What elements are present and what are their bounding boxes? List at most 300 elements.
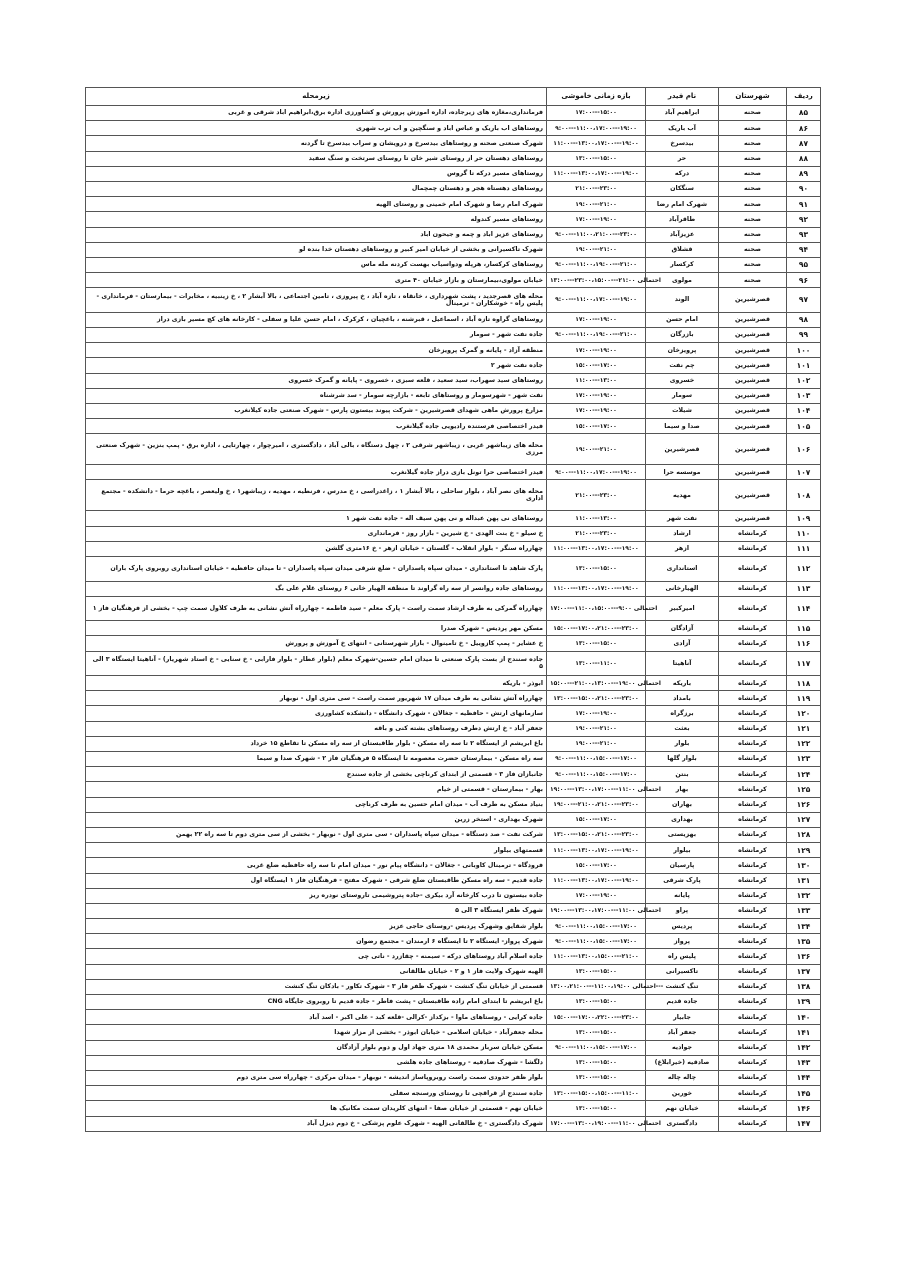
area-cell: روستاهای عزیز اباد و چمه و جیحون اباد bbox=[86, 227, 547, 242]
row-number-cell: ۱۲۶ bbox=[787, 797, 821, 812]
city-cell: صحنه bbox=[719, 212, 787, 227]
area-cell: الهیه شهرک ولایت فاز ۱ و ۲ - خیابان طالقانی bbox=[86, 964, 547, 979]
feeder-cell: چم نفت bbox=[646, 358, 719, 373]
area-cell: چهارراه آتش نشانی به طرف میدان ۱۷ شهریور سمت راست - سی متری اول - نوبهار bbox=[86, 691, 547, 706]
row-number-cell: ۱۰۲ bbox=[787, 373, 821, 388]
feeder-cell: بازرگان bbox=[646, 327, 719, 342]
area-cell: روستاهای دهستان حر از روستای شیر خان تا روستای سرتخت و سنگ سفید bbox=[86, 151, 547, 166]
outage-time-cell: ۹:۰۰---۱۱:۰۰،۱۷:۰۰---۱۹:۰۰ bbox=[547, 465, 646, 480]
feeder-cell: ابراهیم آباد bbox=[646, 106, 719, 121]
city-cell: کرمانشاه bbox=[719, 949, 787, 964]
row-number-cell: ۱۳۱ bbox=[787, 873, 821, 888]
feeder-cell: ازهر bbox=[646, 541, 719, 556]
area-cell: محله های نصر آباد ، بلوار ساحلی ، بالا آبشار ۱ ، زاغدراسی ، خ مدرس ، فرنطیه ، مهدیه ، زیباشهر۱ ، خ ولیعصر ، باغچه حرما - دانشکده - مجتمع اداری bbox=[86, 480, 547, 511]
outage-time-cell: احتمالی ۱۱:۰۰---۱۳:۰۰،۱۷:۰۰---۱۹:۰۰ bbox=[547, 903, 646, 918]
area-cell: جاده نفت شهر ۲ bbox=[86, 358, 547, 373]
row-number-cell: ۱۰۶ bbox=[787, 434, 821, 465]
outage-time-cell: ۱۷:۰۰---۱۵:۰۰ bbox=[547, 106, 646, 121]
feeder-cell: الوند bbox=[646, 288, 719, 313]
outage-time-cell: ۱۱:۰۰---۱۳:۰۰،۱۵:۰۰---۲۱:۰۰ bbox=[547, 949, 646, 964]
area-cell: فرمانداری،مغازه های زیرجاده، اداره اموزش پرورش و کشاورزی اداره برق،ابراهیم اباد شرقی و غربی bbox=[86, 106, 547, 121]
table-row bbox=[86, 136, 821, 151]
area-cell: فیدر اختصاصی فرستنده رادیویی جاده گیلانغرب bbox=[86, 419, 547, 434]
area-cell: خیابان مولوی،بیمارستان و بازار خیابان ۴۰ متری bbox=[86, 273, 547, 288]
table-row bbox=[86, 919, 821, 934]
table-row bbox=[86, 797, 821, 812]
area-cell: جاده نفت شهر - سومار bbox=[86, 327, 547, 342]
row-number-cell: ۱۰۷ bbox=[787, 465, 821, 480]
row-number-cell: ۱۰۵ bbox=[787, 419, 821, 434]
city-cell: قصرشیرین bbox=[719, 465, 787, 480]
row-number-cell: ۹۹ bbox=[787, 327, 821, 342]
area-cell: بلوار شقایق وشهرک پردیس -روستای حاجی عزیز bbox=[86, 919, 547, 934]
outage-time-cell: ۱۱:۰۰---۱۳:۰۰،۱۷:۰۰---۱۹:۰۰ bbox=[547, 136, 646, 151]
city-cell: قصرشیرین bbox=[719, 358, 787, 373]
outage-time-cell: ۱۱:۰۰---۱۳:۰۰،۱۷:۰۰---۱۹:۰۰ bbox=[547, 843, 646, 858]
area-cell: ابوذر - باریکه bbox=[86, 676, 547, 691]
feeder-cell: جوادیه bbox=[646, 1040, 719, 1055]
table-row bbox=[86, 752, 821, 767]
city-cell: کرمانشاه bbox=[719, 934, 787, 949]
table-row bbox=[86, 197, 821, 212]
row-number-cell: ۱۳۷ bbox=[787, 964, 821, 979]
area-cell: روستاهای دهستاه هجر و دهستان چمچمال bbox=[86, 181, 547, 196]
outage-time-cell: احتمالی ۱۹:۰۰---۲۱:۰۰،۱۳:۰۰---۱۵:۰۰ bbox=[547, 676, 646, 691]
table-row bbox=[86, 403, 821, 418]
city-cell: کرمانشاه bbox=[719, 979, 787, 994]
row-number-cell: ۹۴ bbox=[787, 242, 821, 257]
city-cell: کرمانشاه bbox=[719, 995, 787, 1010]
feeder-cell: پردیس bbox=[646, 919, 719, 934]
table-row bbox=[86, 827, 821, 842]
outage-time-cell: ۱۳:۰۰---۱۵:۰۰ bbox=[547, 636, 646, 651]
outage-time-cell: ۹:۰۰---۱۱:۰۰،۱۵:۰۰---۱۷:۰۰ bbox=[547, 1040, 646, 1055]
outage-time-cell: ۱۱:۰۰---۱۳:۰۰ bbox=[547, 373, 646, 388]
table-row bbox=[86, 327, 821, 342]
table-row bbox=[86, 1070, 821, 1085]
outage-time-cell: ۱۳:۰۰---۱۵:۰۰ bbox=[547, 1025, 646, 1040]
feeder-cell: ارشاد bbox=[646, 526, 719, 541]
row-number-cell: ۹۵ bbox=[787, 257, 821, 272]
city-cell: قصرشیرین bbox=[719, 343, 787, 358]
area-cell: خ سیلو - خ بنت الهدی - خ شیرین - بازار روز - فرمانداری bbox=[86, 526, 547, 541]
row-number-cell: ۹۸ bbox=[787, 312, 821, 327]
city-cell: صحنه bbox=[719, 106, 787, 121]
city-cell: کرمانشاه bbox=[719, 1116, 787, 1131]
outage-time-cell: ۹:۰۰---۱۱:۰۰،۱۷:۰۰---۱۹:۰۰ bbox=[547, 288, 646, 313]
outage-time-cell: ۱۹:۰۰---۲۱:۰۰ bbox=[547, 197, 646, 212]
row-number-cell: ۹۱ bbox=[787, 197, 821, 212]
feeder-cell: کرکسار bbox=[646, 257, 719, 272]
area-cell: روستاهای نی پهن عبداله و نی پهن سیف اله - جاده نفت شهر ۱ bbox=[86, 511, 547, 526]
table-row bbox=[86, 373, 821, 388]
outage-time-cell: ۱۳:۰۰---۱۵:۰۰ bbox=[547, 1070, 646, 1085]
table-row bbox=[86, 812, 821, 827]
city-cell: کرمانشاه bbox=[719, 1055, 787, 1070]
row-number-cell: ۹۲ bbox=[787, 212, 821, 227]
feeder-cell: قصرشیرین bbox=[646, 434, 719, 465]
area-cell: روستاهای سید سهراب، سید سعید ، قلعه سبزی ، خسروی - پایانه و گمرک خسروی bbox=[86, 373, 547, 388]
area-cell: محله های زیباشهر غربی ، زیباشهر شرقی ۲ ، چهل دستگاه ، بالی آباد ، دادگستری ، امیرچوار ، چهارتایی ، اداره برق - پمپ بنزین - شهرک صنعتی مرزی bbox=[86, 434, 547, 465]
area-cell: مسکن خیابان سرباز محمدی ۱۸ متری جهاد اول و دوم بلوار آزادگان bbox=[86, 1040, 547, 1055]
table-row bbox=[86, 312, 821, 327]
outage-time-cell: ۱۳:۰۰---۱۵:۰۰،۲۱:۰۰---۲۳:۰۰ bbox=[547, 691, 646, 706]
table-row bbox=[86, 782, 821, 797]
area-cell: روستاهای کرکسار، هرپله ودواسیاب بهست کردنه مله ماس bbox=[86, 257, 547, 272]
outage-time-cell: ۱۹:۰۰---۲۱:۰۰ bbox=[547, 434, 646, 465]
outage-time-cell: ۱۳:۰۰---۱۵:۰۰ bbox=[547, 557, 646, 582]
area-cell: شهرک صنعتی صحنه و روستاهای بیدسرخ و درویشان و سراب بیدسرخ تا گردنه bbox=[86, 136, 547, 151]
city-cell: صحنه bbox=[719, 136, 787, 151]
feeder-cell: بیلوار bbox=[646, 843, 719, 858]
feeder-cell: حر bbox=[646, 151, 719, 166]
area-cell: جانبازان فاز ۳ - قسمتی از ابتدای کرناچی بخشی از جاده سنندج bbox=[86, 767, 547, 782]
header-outage-time: بازه زمانی خاموشی bbox=[547, 88, 646, 106]
city-cell: کرمانشاه bbox=[719, 964, 787, 979]
area-cell: جاده سنندج از بست پارک صنعتی تا میدان امام حسین-شهرک معلم (بلوار عطار - بلوار فارابی - خ سنایی - خ استاد شهریار) - آناهیتا ایستگاه ۳ الی ۵ bbox=[86, 651, 547, 676]
row-number-cell: ۱۱۶ bbox=[787, 636, 821, 651]
row-number-cell: ۹۰ bbox=[787, 181, 821, 196]
row-number-cell: ۱۱۴ bbox=[787, 596, 821, 621]
table-row bbox=[86, 949, 821, 964]
city-cell: صحنه bbox=[719, 273, 787, 288]
outage-time-cell: ۹:۰۰---۱۱:۰۰،۱۵:۰۰---۱۷:۰۰ bbox=[547, 767, 646, 782]
area-cell: سازمانهای ارتش - حافظیه - جغالان - شهرک دانشگاه - دانشکده کشاورزی bbox=[86, 706, 547, 721]
outage-time-cell: ۱۳:۰۰---۱۵:۰۰ bbox=[547, 1101, 646, 1116]
city-cell: قصرشیرین bbox=[719, 419, 787, 434]
outage-time-cell: احتمالی ۲۱:۰۰---۲۳:۰۰،۱۵:۰۰---۱۳:۰۰ bbox=[547, 273, 646, 288]
city-cell: کرمانشاه bbox=[719, 1025, 787, 1040]
feeder-cell: پارسیان bbox=[646, 858, 719, 873]
city-cell: قصرشیرین bbox=[719, 327, 787, 342]
city-cell: صحنه bbox=[719, 197, 787, 212]
row-number-cell: ۱۴۳ bbox=[787, 1055, 821, 1070]
feeder-cell: صادقیه (خیرابلاغ) bbox=[646, 1055, 719, 1070]
row-number-cell: ۱۰۸ bbox=[787, 480, 821, 511]
city-cell: کرمانشاه bbox=[719, 752, 787, 767]
city-cell: کرمانشاه bbox=[719, 651, 787, 676]
area-cell: سه راه مسکن - بیمارستان حضرت معصومه تا ایستگاه ۵ فرهنگیان فاز ۲ - شهرک صدا و سیما bbox=[86, 752, 547, 767]
row-number-cell: ۱۲۳ bbox=[787, 752, 821, 767]
feeder-cell: بهاران bbox=[646, 797, 719, 812]
header-area: زیرمحله bbox=[86, 88, 547, 106]
outage-time-cell: ۱۳:۰۰---۱۵:۰۰ bbox=[547, 151, 646, 166]
city-cell: صحنه bbox=[719, 166, 787, 181]
row-number-cell: ۱۳۸ bbox=[787, 979, 821, 994]
city-cell: قصرشیرین bbox=[719, 388, 787, 403]
row-number-cell: ۹۶ bbox=[787, 273, 821, 288]
city-cell: قصرشیرین bbox=[719, 312, 787, 327]
feeder-cell: جعفر آباد bbox=[646, 1025, 719, 1040]
area-cell: منطقه آزاد - پایانه و گمرک پرویزخان bbox=[86, 343, 547, 358]
table-row bbox=[86, 964, 821, 979]
table-row bbox=[86, 934, 821, 949]
table-row bbox=[86, 1055, 821, 1070]
table-row bbox=[86, 1086, 821, 1101]
feeder-cell: درکه bbox=[646, 166, 719, 181]
table-row bbox=[86, 541, 821, 556]
feeder-cell: پلیس راه bbox=[646, 949, 719, 964]
area-cell: شهرک امام رضا و شهرک امام خمینی و روستای الهیه bbox=[86, 197, 547, 212]
row-number-cell: ۱۲۵ bbox=[787, 782, 821, 797]
feeder-cell: الهیارخانی bbox=[646, 581, 719, 596]
row-number-cell: ۸۸ bbox=[787, 151, 821, 166]
table-row bbox=[86, 1101, 821, 1116]
row-number-cell: ۱۲۴ bbox=[787, 767, 821, 782]
outage-schedule-sheet bbox=[85, 87, 820, 1132]
table-row bbox=[86, 858, 821, 873]
table-row bbox=[86, 767, 821, 782]
row-number-cell: ۱۳۰ bbox=[787, 858, 821, 873]
area-cell: شهرک تاکسیرانی و بخشی از خیابان امیر کبیر و روستاهای دهستان خدا بنده لو bbox=[86, 242, 547, 257]
city-cell: کرمانشاه bbox=[719, 873, 787, 888]
feeder-cell: پارک شرقی bbox=[646, 873, 719, 888]
table-row bbox=[86, 388, 821, 403]
outage-time-cell: ۱۳:۰۰---۱۱:۰۰ bbox=[547, 651, 646, 676]
outage-time-cell: ۱۱:۰۰---۱۳:۰۰،۱۷:۰۰---۱۹:۰۰ bbox=[547, 541, 646, 556]
outage-time-cell: ۲۱:۰۰---۲۳:۰۰ bbox=[547, 181, 646, 196]
feeder-cell: بیدسرخ bbox=[646, 136, 719, 151]
feeder-cell: خورین bbox=[646, 1086, 719, 1101]
area-cell: شهرک دادگستری - خ طالقانی الهیه - شهرک علوم پزشکی - خ دوم دیزل آباد bbox=[86, 1116, 547, 1131]
city-cell: صحنه bbox=[719, 257, 787, 272]
table-row bbox=[86, 227, 821, 242]
city-cell: قصرشیرین bbox=[719, 373, 787, 388]
feeder-cell: بلوار bbox=[646, 736, 719, 751]
city-cell: قصرشیرین bbox=[719, 288, 787, 313]
outage-time-cell: ۱۵:۰۰---۱۷:۰۰ bbox=[547, 858, 646, 873]
city-cell: قصرشیرین bbox=[719, 403, 787, 418]
feeder-cell: دادگستری bbox=[646, 1116, 719, 1131]
feeder-cell: عزیزآباد bbox=[646, 227, 719, 242]
feeder-cell: طاقرآباد bbox=[646, 212, 719, 227]
area-cell: قسمتهای بیلوار bbox=[86, 843, 547, 858]
row-number-cell: ۱۱۸ bbox=[787, 676, 821, 691]
table-row bbox=[86, 343, 821, 358]
feeder-cell: جابیار bbox=[646, 1010, 719, 1025]
table-row bbox=[86, 166, 821, 181]
area-cell: مزارع پرورش ماهی شهدای قصرشیرین - شرکت پیوند بیستون پارس - شهرک صنعتی جاده کیلانغرب bbox=[86, 403, 547, 418]
table-row bbox=[86, 636, 821, 651]
city-cell: کرمانشاه bbox=[719, 1010, 787, 1025]
city-cell: کرمانشاه bbox=[719, 767, 787, 782]
area-cell: روستاهای جاده روانسر از سه راه گراوند تا منطقه الهیار خانی ۶ روستای غلام علی بگ bbox=[86, 581, 547, 596]
area-cell: جاده سنندج از قراقچی تا روستای ورسنجه سفلی bbox=[86, 1086, 547, 1101]
row-number-cell: ۸۹ bbox=[787, 166, 821, 181]
outage-time-cell: ۱۱:۰۰---۱۳:۰۰ bbox=[547, 511, 646, 526]
area-cell: شهرک پرواز- ایستگاه ۲ تا ایستگاه ۶ ارمندان - مجتمع رضوان bbox=[86, 934, 547, 949]
table-row bbox=[86, 1116, 821, 1131]
area-cell: قسمتی از خیابان تنگ کنشت - شهرک ظفر فاز ۳ - شهرک تکاور - بادکان تنگ کنشت bbox=[86, 979, 547, 994]
row-number-cell: ۹۳ bbox=[787, 227, 821, 242]
table-row bbox=[86, 596, 821, 621]
outage-time-cell: ۱۵:۰۰---۱۷:۰۰ bbox=[547, 358, 646, 373]
outage-time-cell: ۱۳:۰۰---۱۵:۰۰ bbox=[547, 1055, 646, 1070]
city-cell: کرمانشاه bbox=[719, 919, 787, 934]
city-cell: کرمانشاه bbox=[719, 888, 787, 903]
table-row bbox=[86, 151, 821, 166]
table-row bbox=[86, 873, 821, 888]
outage-time-cell: احتمالی ۱۱:۰۰---۱۳:۰۰،۱۷:۰۰---۱۹:۰۰ bbox=[547, 782, 646, 797]
feeder-cell: امام حسن bbox=[646, 312, 719, 327]
feeder-cell: موسسه حرا bbox=[646, 465, 719, 480]
row-number-cell: ۱۴۵ bbox=[787, 1086, 821, 1101]
feeder-cell: بلوار گلها bbox=[646, 752, 719, 767]
table-row bbox=[86, 903, 821, 918]
city-cell: کرمانشاه bbox=[719, 676, 787, 691]
area-cell: شهرک ظفر ایستگاه ۳ الی ۵ bbox=[86, 903, 547, 918]
outage-time-cell: ۱۳:۰۰---۱۵:۰۰،۲۱:۰۰---۲۳:۰۰ bbox=[547, 827, 646, 842]
row-number-cell: ۱۴۴ bbox=[787, 1070, 821, 1085]
city-cell: کرمانشاه bbox=[719, 843, 787, 858]
area-cell: جاده بیستون تا درب کارخانه آرد بیکری -جاده پتروشیمی تاروستای نودره ریز bbox=[86, 888, 547, 903]
outage-time-cell: ۱۹:۰۰---۲۱:۰۰ bbox=[547, 736, 646, 751]
feeder-cell: سنگکان bbox=[646, 181, 719, 196]
area-cell: فرودگاه - ترمینال کاوبانی - جغالان - دانشگاه پیام نور - میدان امام تا سه راه حافظیه ضلع غربی bbox=[86, 858, 547, 873]
outage-time-cell: ۹:۰۰---۱۱:۰۰،۱۹:۰۰---۲۱:۰۰ bbox=[547, 257, 646, 272]
table-row bbox=[86, 121, 821, 136]
table-row bbox=[86, 181, 821, 196]
table-row bbox=[86, 106, 821, 121]
row-number-cell: ۱۳۵ bbox=[787, 934, 821, 949]
area-cell: شهرک بهداری - استخر زرین bbox=[86, 812, 547, 827]
outage-time-cell: ۱۳:۰۰---۱۵:۰۰ bbox=[547, 964, 646, 979]
outage-time-cell: ۱۵:۰۰---۱۷:۰۰ bbox=[547, 812, 646, 827]
feeder-cell: امیرکبیر bbox=[646, 596, 719, 621]
table-row bbox=[86, 691, 821, 706]
area-cell: دلگشا - شهرک صادقیه - روستاهای جاده هلشی bbox=[86, 1055, 547, 1070]
row-number-cell: ۱۰۳ bbox=[787, 388, 821, 403]
outage-time-cell: ۱۱:۰۰---۱۳:۰۰،۱۷:۰۰---۱۹:۰۰ bbox=[547, 873, 646, 888]
city-cell: صحنه bbox=[719, 121, 787, 136]
row-number-cell: ۱۴۰ bbox=[787, 1010, 821, 1025]
outage-time-cell: ۹:۰۰---۱۱:۰۰،۱۷:۰۰---۱۹:۰۰ bbox=[547, 121, 646, 136]
table-row bbox=[86, 979, 821, 994]
table-row bbox=[86, 273, 821, 288]
feeder-cell: پرویزخان bbox=[646, 343, 719, 358]
city-cell: قصرشیرین bbox=[719, 480, 787, 511]
row-number-cell: ۱۰۱ bbox=[787, 358, 821, 373]
row-number-cell: ۱۳۹ bbox=[787, 995, 821, 1010]
area-cell: جعفر آباد - خ ارتش دطرف روستاهای بشته کنی و باقه bbox=[86, 721, 547, 736]
area-cell: خ عشایر - پمپ کازوییل - خ تامینوال - بازار شهرستانی - انتهای خ آموزش و پرورش bbox=[86, 636, 547, 651]
area-cell: بهار - بیمارستان - قسمتی از خیام bbox=[86, 782, 547, 797]
outage-time-cell: ۱۷:۰۰---۱۹:۰۰ bbox=[547, 312, 646, 327]
row-number-cell: ۱۴۶ bbox=[787, 1101, 821, 1116]
table-row bbox=[86, 526, 821, 541]
area-cell: روستاهای مسیر کندوله bbox=[86, 212, 547, 227]
city-cell: کرمانشاه bbox=[719, 782, 787, 797]
outage-time-cell: احتمالی ۱۱:۰۰،۱۹:۰۰---۱۳:۰۰،۲۱:۰۰--- bbox=[547, 979, 646, 994]
table-row bbox=[86, 888, 821, 903]
row-number-cell: ۱۳۲ bbox=[787, 888, 821, 903]
area-cell: نفت شهر - شهرسومار و روستاهای تابعه - بازارچه سومار - سد شرشناه bbox=[86, 388, 547, 403]
city-cell: کرمانشاه bbox=[719, 858, 787, 873]
row-number-cell: ۱۲۱ bbox=[787, 721, 821, 736]
area-cell: جاده اسلام آباد روستاهای درکه - سیمنه - چقازرد - ناتی چی bbox=[86, 949, 547, 964]
city-cell: کرمانشاه bbox=[719, 827, 787, 842]
row-number-cell: ۱۳۴ bbox=[787, 919, 821, 934]
outage-time-cell: ۹:۰۰---۱۱:۰۰،۱۹:۰۰---۲۱:۰۰ bbox=[547, 327, 646, 342]
feeder-cell: پراو bbox=[646, 903, 719, 918]
area-cell: روستاهای مسیر درکه تا گروس bbox=[86, 166, 547, 181]
feeder-cell: جاده قدیم bbox=[646, 995, 719, 1010]
feeder-cell: استانداری bbox=[646, 557, 719, 582]
outage-time-cell: ۱۵:۰۰---۱۷:۰۰،۲۲:۰۰---۲۳:۰۰ bbox=[547, 1010, 646, 1025]
city-cell: کرمانشاه bbox=[719, 581, 787, 596]
city-cell: قصرشیرین bbox=[719, 511, 787, 526]
feeder-cell: آناهیتا bbox=[646, 651, 719, 676]
feeder-cell: آب باریک bbox=[646, 121, 719, 136]
table-row bbox=[86, 1040, 821, 1055]
header-city: شهرستان bbox=[719, 88, 787, 106]
outage-time-cell: ۱۳:۰۰---۱۵:۰۰ bbox=[547, 995, 646, 1010]
city-cell: کرمانشاه bbox=[719, 797, 787, 812]
outage-time-cell: ۹:۰۰---۱۱:۰۰،۱۵:۰۰---۱۷:۰۰ bbox=[547, 919, 646, 934]
table-row bbox=[86, 1010, 821, 1025]
feeder-cell: آزادی bbox=[646, 636, 719, 651]
city-cell: صحنه bbox=[719, 181, 787, 196]
row-number-cell: ۱۲۲ bbox=[787, 736, 821, 751]
table-row bbox=[86, 581, 821, 596]
table-row bbox=[86, 257, 821, 272]
feeder-cell: چاله چاله bbox=[646, 1070, 719, 1085]
row-number-cell: ۱۰۹ bbox=[787, 511, 821, 526]
table-row bbox=[86, 736, 821, 751]
table-row bbox=[86, 434, 821, 465]
city-cell: کرمانشاه bbox=[719, 636, 787, 651]
feeder-cell: بهزیستی bbox=[646, 827, 719, 842]
outage-time-cell: ۱۹:۰۰---۲۱:۰۰ bbox=[547, 721, 646, 736]
area-cell: شرکت نفت - صد دستگاه - میدان سپاه پاسداران - سی متری اول - نوبهار - بخشی از سی متری دوم تا سه راه ۲۲ بهمن bbox=[86, 827, 547, 842]
area-cell: جاده قدیم - سه راه مسکن طاقبستان ضلع شرقی - شهرک مفتح - فرهنگیان فاز ۱ ایستگاه اول bbox=[86, 873, 547, 888]
table-row bbox=[86, 843, 821, 858]
city-cell: کرمانشاه bbox=[719, 812, 787, 827]
row-number-cell: ۸۶ bbox=[787, 121, 821, 136]
area-cell: چهارراه گمرکی به طرف ارشاد سمت راست - پارک معلم - سید فاطمه - چهارراه آتش نشانی به طرف کلاول سمت چپ - بخشی از فرهنگیان فاز ۱ bbox=[86, 596, 547, 621]
outage-time-cell: ۱۷:۰۰---۱۹:۰۰ bbox=[547, 403, 646, 418]
table-row bbox=[86, 288, 821, 313]
outage-time-cell: ۱۹:۰۰---۲۱:۰۰ bbox=[547, 242, 646, 257]
city-cell: کرمانشاه bbox=[719, 541, 787, 556]
feeder-cell: بعثت bbox=[646, 721, 719, 736]
outage-time-cell: ۹:۰۰---۱۱:۰۰،۱۵:۰۰---۱۷:۰۰ bbox=[547, 752, 646, 767]
outage-time-cell: احتمالی ۹:۰۰---۱۱:۰۰،۱۵:۰۰---۱۷:۰۰ bbox=[547, 596, 646, 621]
feeder-cell: قشلاق bbox=[646, 242, 719, 257]
feeder-cell: خیابان نهم bbox=[646, 1101, 719, 1116]
feeder-cell: پایانه bbox=[646, 888, 719, 903]
table-row bbox=[86, 621, 821, 636]
table-row bbox=[86, 212, 821, 227]
outage-time-cell: ۱۵:۰۰---۱۷:۰۰ bbox=[547, 419, 646, 434]
header-row-number: ردیف bbox=[787, 88, 821, 106]
city-cell: کرمانشاه bbox=[719, 1070, 787, 1085]
feeder-cell: بهداری bbox=[646, 812, 719, 827]
table-row bbox=[86, 511, 821, 526]
table-row bbox=[86, 706, 821, 721]
outage-time-cell: ۹:۰۰---۱۱:۰۰،۱۵:۰۰---۱۷:۰۰ bbox=[547, 934, 646, 949]
header-feeder: نام فیدر bbox=[646, 88, 719, 106]
city-cell: کرمانشاه bbox=[719, 1040, 787, 1055]
city-cell: کرمانشاه bbox=[719, 736, 787, 751]
area-cell: باغ ابریشم تا ابتدای امام زاده طاقبستان - پشت فاطر - جاده قدیم تا روبروی جایگاه CNG bbox=[86, 995, 547, 1010]
row-number-cell: ۱۳۳ bbox=[787, 903, 821, 918]
outage-time-cell: احتمالی ۱۱:۰۰---۱۳:۰۰،۱۹:۰۰---۱۷:۰۰ bbox=[547, 1116, 646, 1131]
table-row bbox=[86, 242, 821, 257]
row-number-cell: ۱۲۷ bbox=[787, 812, 821, 827]
city-cell: صحنه bbox=[719, 227, 787, 242]
table-body bbox=[86, 106, 821, 1132]
